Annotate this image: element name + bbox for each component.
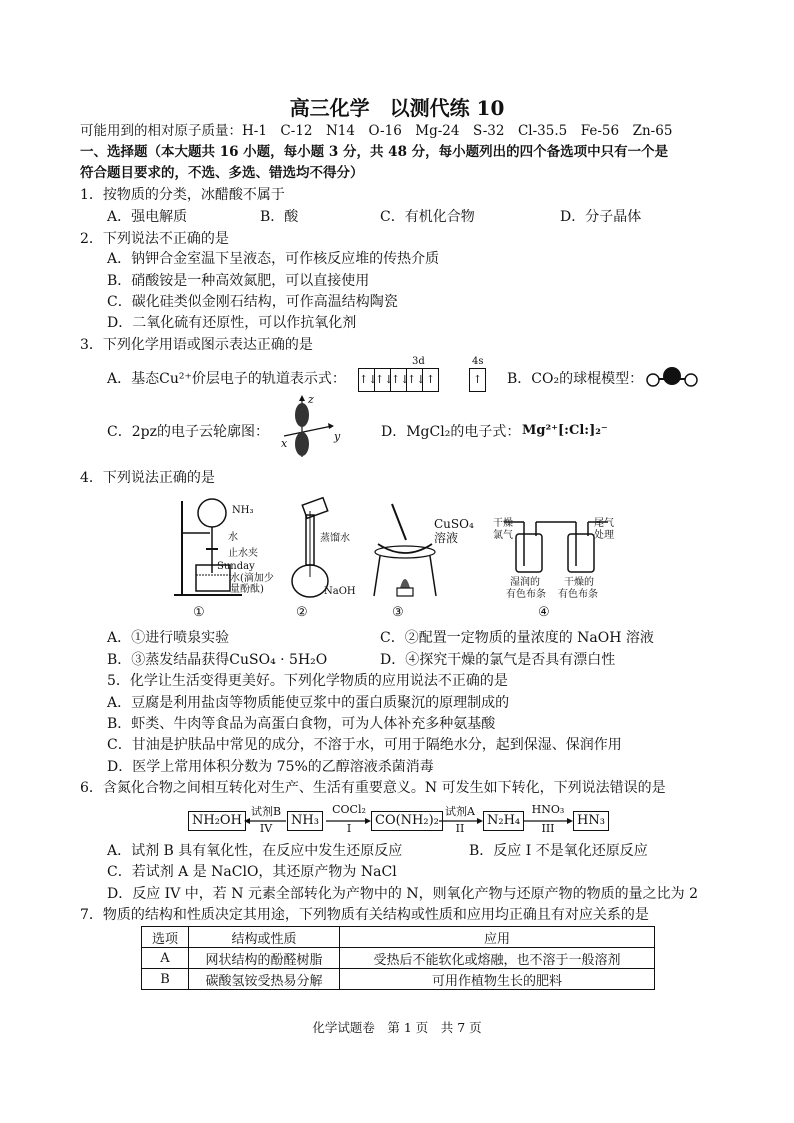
fig4-label-wet: 湿润的: [510, 577, 540, 588]
fig1-number: ①: [193, 605, 205, 620]
orbital-box: ↑: [472, 373, 483, 386]
arrow-iv-label: IV: [259, 822, 273, 835]
compound-nh3: NH₃: [287, 811, 323, 831]
compound-n2h4: N₂H₄: [483, 811, 524, 831]
co2-ball-stick-model: [644, 364, 700, 390]
table-cell: B: [142, 969, 189, 990]
q3-option-d: D．MgCl₂的电子式：: [381, 424, 521, 440]
orbital-box: ↑: [425, 373, 436, 386]
q1-option-b: B．酸: [260, 209, 299, 225]
q1-stem: 1．按物质的分类，冰醋酸不属于: [80, 187, 285, 203]
q5-option-a: A．豆腐是利用盐卤等物质能使豆浆中的蛋白质聚沉的原理制成的: [107, 695, 510, 711]
q4-option-c: C．②配置一定物质的量浓度的 NaOH 溶液: [380, 630, 654, 646]
fig2-label-water: 蒸馏水: [320, 533, 350, 544]
arrow-iii-label: III: [541, 822, 555, 835]
q2-option-a: A．钠钾合金室温下呈液态，可作核反应堆的传热介质: [107, 251, 440, 267]
evaporation-figure: [370, 500, 440, 602]
table-cell: 可用作植物生长的肥料: [340, 969, 655, 990]
q5-option-d: D．医学上常用体积分数为 75%的乙醇溶液杀菌消毒: [107, 759, 434, 775]
q2-stem: 2．下列说法不正确的是: [80, 231, 229, 247]
fig4-label-cloth2: 有色布条: [558, 589, 598, 600]
page-footer: 化学试题卷 第 1 页 共 7 页: [312, 1020, 482, 1035]
fig4-number: ④: [538, 605, 550, 620]
q4-stem: 4．下列说法正确的是: [80, 470, 215, 486]
q1-option-c: C．有机化合物: [380, 209, 475, 225]
orbital-box: ↑↓: [359, 369, 375, 391]
arrow-i-label: I: [346, 822, 352, 835]
fig1-label-clamp: 止水夹: [228, 548, 258, 559]
q2-option-c: C．碳化硅类似金刚石结构，可作高温结构陶瓷: [107, 294, 398, 310]
orbital-3d-label: 3d: [412, 356, 425, 367]
table-header-row: [142, 927, 655, 948]
q5-option-b: B．虾类、牛肉等食品为高蛋白食物，可为人体补充多种氨基酸: [107, 716, 496, 732]
fig4-label-chlorine: 氯气: [493, 530, 513, 541]
q5-option-c: C．甘油是护肤品中常见的成分，不溶于水，可用于隔绝水分，起到保湿、保润作用: [107, 737, 622, 753]
fig2-label-naoh: NaOH: [324, 586, 356, 597]
fig3-number: ③: [392, 605, 404, 620]
table-header: 结构或性质: [189, 927, 340, 948]
fig4-label-tail-gas: 尾气: [594, 518, 614, 529]
q4-option-d: D．④探究干燥的氯气是否具有漂白性: [380, 652, 616, 668]
fig2-number: ②: [296, 605, 308, 620]
compound-urea: CO(NH₂)₂: [371, 811, 443, 831]
q3-option-a: A．基态Cu²⁺价层电子的轨道表示式：: [107, 371, 346, 387]
table-header: 选项: [142, 927, 189, 948]
axis-z-label: z: [308, 393, 314, 406]
fig3-label-cuso4: CuSO₄: [434, 517, 474, 531]
fig3-label-solution: 溶液: [434, 531, 459, 545]
q7-table: [141, 926, 655, 990]
page-title: 高三化学 以测代练 10: [289, 96, 505, 120]
q2-option-d: D．二氧化硫有还原性，可以作抗氧化剂: [107, 315, 357, 331]
q6-option-d: D．反应 IV 中，若 N 元素全部转化为产物中的 N，则氧化产物与还原产物的物质的量之比为 2: [107, 886, 698, 902]
table-cell: 受热后不能软化或熔融，也不溶于一般溶剂: [340, 948, 655, 969]
compound-hn3: HN₃: [573, 811, 609, 831]
arrow-ii-label: II: [455, 822, 465, 835]
section-heading-line1: 一、选择题（本大题共 16 小题，每小题 3 分，共 48 分，每小题列出的四个备选项中只有一个是: [80, 144, 669, 160]
q1-option-a: A．强电解质: [107, 209, 188, 225]
orbital-box: ↑↓: [391, 369, 407, 391]
fig1-label-sunday: Sunday: [217, 561, 255, 572]
fig1-label-nh3: NH₃: [232, 505, 254, 516]
arrow-i-reagent: COCl₂: [332, 803, 366, 816]
orbital-box: ↑↓: [375, 369, 391, 391]
mgcl2-electron-formula: Mg²⁺[:Cl:]₂⁻: [522, 423, 608, 438]
axis-x-label: x: [281, 437, 288, 450]
q3-option-c: C．2pz的电子云轮廓图：: [107, 424, 269, 440]
orbital-4s-label: 4s: [472, 356, 484, 367]
orbital-diagram-3d: [358, 368, 439, 392]
fig4-label-dry: 干燥: [493, 518, 513, 529]
compound-nh2oh: NH₂OH: [188, 811, 246, 831]
fig1-label-phenol: 量酚酞): [230, 584, 264, 595]
fig4-label-treatment: 处理: [594, 530, 614, 541]
q3-stem: 3．下列化学用语或图示表达正确的是: [80, 337, 313, 353]
q4-option-b: B．③蒸发结晶获得CuSO₄ · 5H₂O: [107, 652, 328, 668]
table-row: [142, 948, 655, 969]
table-cell: 网状结构的酚醛树脂: [189, 948, 340, 969]
table-header: 应用: [340, 927, 655, 948]
table-cell: 碳酸氢铵受热易分解: [189, 969, 340, 990]
orbital-box: ↑↓: [407, 369, 423, 391]
q5-stem: 5．化学让生活变得更美好。下列化学物质的应用说法不正确的是: [107, 673, 508, 689]
orbital-diagram-4s: [469, 368, 486, 392]
axis-y-label: y: [334, 430, 341, 443]
q6-option-b: B．反应 I 不是氧化还原反应: [469, 843, 648, 859]
q6-stem: 6．含氮化合物之间相互转化对生产、生活有重要意义。N 可发生如下转化，下列说法错误的是: [80, 780, 666, 796]
arrow-iv-reagent: 试剂B: [250, 805, 282, 818]
section-heading-line2: 符合题目要求的，不选、多选、错选均不得分）: [80, 165, 364, 181]
q1-option-d: D．分子晶体: [560, 209, 642, 225]
arrow-ii-reagent: 试剂A: [445, 805, 475, 818]
table-row: [142, 969, 655, 990]
q2-option-b: B．硝酸铵是一种高效氮肥，可以直接使用: [107, 273, 370, 289]
q6-option-a: A．试剂 B 具有氧化性，在反应中发生还原反应: [107, 843, 403, 859]
q3-option-b: B．CO₂的球棍模型：: [507, 371, 644, 387]
q6-option-c: C．若试剂 A 是 NaClO，其还原产物为 NaCl: [107, 864, 397, 880]
atomic-masses: 可能用到的相对原子质量：H-1 C-12 N14 O-16 Mg-24 S-32 Cl-35.5 Fe-56 Zn-65: [80, 123, 673, 139]
table-cell: A: [142, 948, 189, 969]
arrow-iii-reagent: HNO₃: [531, 803, 565, 816]
q7-stem: 7．物质的结构和性质决定其用途，下列物质有关结构或性质和应用均正确且有对应关系的是: [80, 907, 649, 923]
fig4-label-cloth1: 有色布条: [506, 589, 546, 600]
fig1-label-water: 水: [228, 532, 238, 543]
fig4-label-dried: 干燥的: [564, 577, 594, 588]
q4-option-a: A．①进行喷泉实验: [107, 630, 230, 646]
fig1-label-water-phenol: 水(滴加少: [230, 573, 274, 584]
